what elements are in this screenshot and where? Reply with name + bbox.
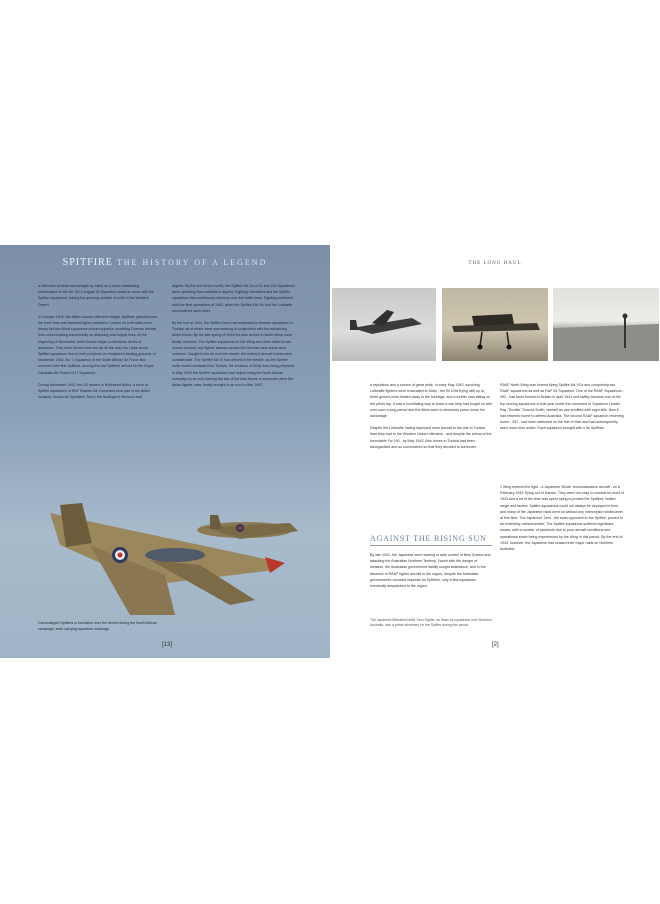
book-spread [0, 245, 660, 658]
footnote: The Japanese Mitsubishi A6M 'Zero' fighter, as flown by squadrons over Northern Australia, was a prime adversary for the Spitfire during this period. [370, 618, 492, 628]
paragraph: RAAF North Wing was formed flying Spitfire Mk VCs and comprising two RAAF squadrons as well as RAF 54 Squadron. One of the RAAF Squadrons - 452 - had been formed in Britain in April 1941 and swiftly became one of the top scoring squadrons of that year under the command of Squadron Leader Ray 'Throttle' Thorold-Smith, himself an ace credited with eight kills. Now it had returned home to defend Australia. The second RAAF squadron returning home - 457 - had been stationed on the Isle of Man and had subsequently seen much less action. Each squadron brought with it its Spitfires. [500, 383, 624, 431]
photo-caption: Camouflaged Spitfires in formation over the desert during the North African campaign, each carrying squadron markings. [38, 621, 157, 631]
left-page [0, 245, 330, 658]
paragraph: 1 Wing entered the fight - a Japanese 'Dinah' reconnaissance aircraft - on 6 February 1943, flying out of Darwin. They were not easy to combat for most of 1943 and a lot of the time was spent trying to protect the Spitfires' limited range and tactics. Spitfire squadrons could not always be deployed in time, and many of the Japanese raids went on without any interception whatsoever at this time. The Japanese 'Zero', the main opponent to the Spitfire, proved to be extremely manoeuvrable. The Spitfire squadrons suffered significant losses, with a number of accidents due to poor aircraft conditions and operational strain being experienced by the Wing in this period. By the end of 1943, however, the Japanese had ceased their major raids on Northern Australia. [500, 485, 624, 552]
page-number-right: [2] [492, 642, 499, 648]
right-page [330, 245, 660, 658]
foreground-spitfire [50, 503, 285, 615]
paragraph: During November 1942, the US landed in Northwest Africa. A force of Spitfire squadrons of RAF Eastern Air Command took part in the Allied invasion, known as Operation Torch; the landings in Morocco and [38, 382, 150, 400]
photo-airfield-scene [553, 288, 659, 361]
header-title: SPITFIRE [62, 257, 113, 268]
left-column-1 [38, 283, 158, 406]
right-column-2 [500, 382, 624, 438]
paragraph: By the end of 1942, the Spitfire force had expanded to thirteen squadrons in Tunisia, all of which were now working in conjunction with the advancing Allied forces. By the late spring of 1943 the Axis armies in North Africa were finally cornered. The Spitfire squadrons of 244 Wing and other Allied forces moved forward, and fighter sweeps across the German-held areas were common. Caught in the air over the desert, the enemy's aircraft losses were considerable. The Spitfire Mk IX had arrived in the theatre; as the Spitfire units moved westward into Tunisia, the invasion of Sicily was being prepared. In May 1943 the Spitfire squadrons had helped bring the North African campaign to an end. Among the last of the Axis forces to surrender were the Italian fighter units, finally brought to an end in May 1943. [172, 321, 295, 388]
paragraph: a reputation and a source of great pride. In early May 1943, surviving Luftwaffe fighters were evacuated to Sicily - the Bf 109s flying with up to three ground crew hidden away in the fuselage, and a further man sitting on the pilot's lap. It was a humiliating way to leave a war they had fought so well over such a long period and the Allies were to decisively press home the advantage. [370, 383, 492, 419]
right-running-header: THE LONG HAUL [468, 261, 522, 266]
right-column-1-continued [370, 552, 492, 595]
paragraph: By late 1942, the Japanese were starting to take control of New Guinea and attacking the Australian Northern Territory. Faced with the danger of invasion, the Australian government hastily sought assistance, and in the absence of RAAF fighter aircraft to the region, despite the Australian government's constant requests for Spitfires, only a few squadrons eventually despatched to the region. [370, 553, 491, 589]
right-column-2-continued [500, 484, 624, 558]
heading-rule [370, 545, 492, 546]
header-subtitle: THE HISTORY OF A LEGEND [116, 258, 268, 267]
page-number-left: [13] [162, 642, 173, 648]
photo-spitfire-on-ground [442, 288, 548, 361]
section-heading: AGAINST THE RISING SUN [370, 534, 487, 543]
paragraph: a reflection of what was thought by many as a most outstanding performance in the air. On 1 August 32 Squadron made its move with full Spitfire equipment, joining the growing number of units in the Western Desert. [38, 284, 154, 307]
right-column-1 [370, 382, 492, 456]
left-running-header [0, 257, 330, 268]
background-spitfire [197, 515, 298, 539]
paragraph: Algeria. By the end of the month, the Spitfire Mk Vs of 81 and 152 Squadrons were operating from airfields in Algeria. Fighting intensified and the Spitfire squadrons flew continuous missions over the battle lines. Fighting continued until the final operations of 1943, when the Spitfire Mk IXs and the Luftwaffe encountered each other. [172, 284, 295, 313]
photo-spitfire-in-flight [332, 288, 436, 361]
left-column-2 [172, 283, 296, 394]
paragraph: In October 1942, the Allied counter-offensive began. Spitfires patrolled over the front lines and escorted fighter-bombers. Losses on both sides were heavy, but the Allied squadrons proved superior, providing German aircraft from concentrating successfully on attacking vital supply lines. At the beginning of November, Allied forces began a relentless series of advances. They were hunted from the air all the way into Libya as the Spitfire squadrons flew to their positions on recaptured landing grounds. In November 1942, No. 1 Squadron of the South African Air Force also received their first Spitfires. Among the last Spitfires arrived for the Royal Canadian Air Force's 417 Squadron. [38, 314, 158, 375]
paragraph: Despite the Luftwaffe having deployed more aircraft to the war in Tunisia than they had to the Western Desert offensive - and despite the arrival of the formidable Fw 190 - by May 1943, Axis forces in Tunisia had been disorganised and so surrendered so that they decided to surrender. [370, 426, 492, 449]
